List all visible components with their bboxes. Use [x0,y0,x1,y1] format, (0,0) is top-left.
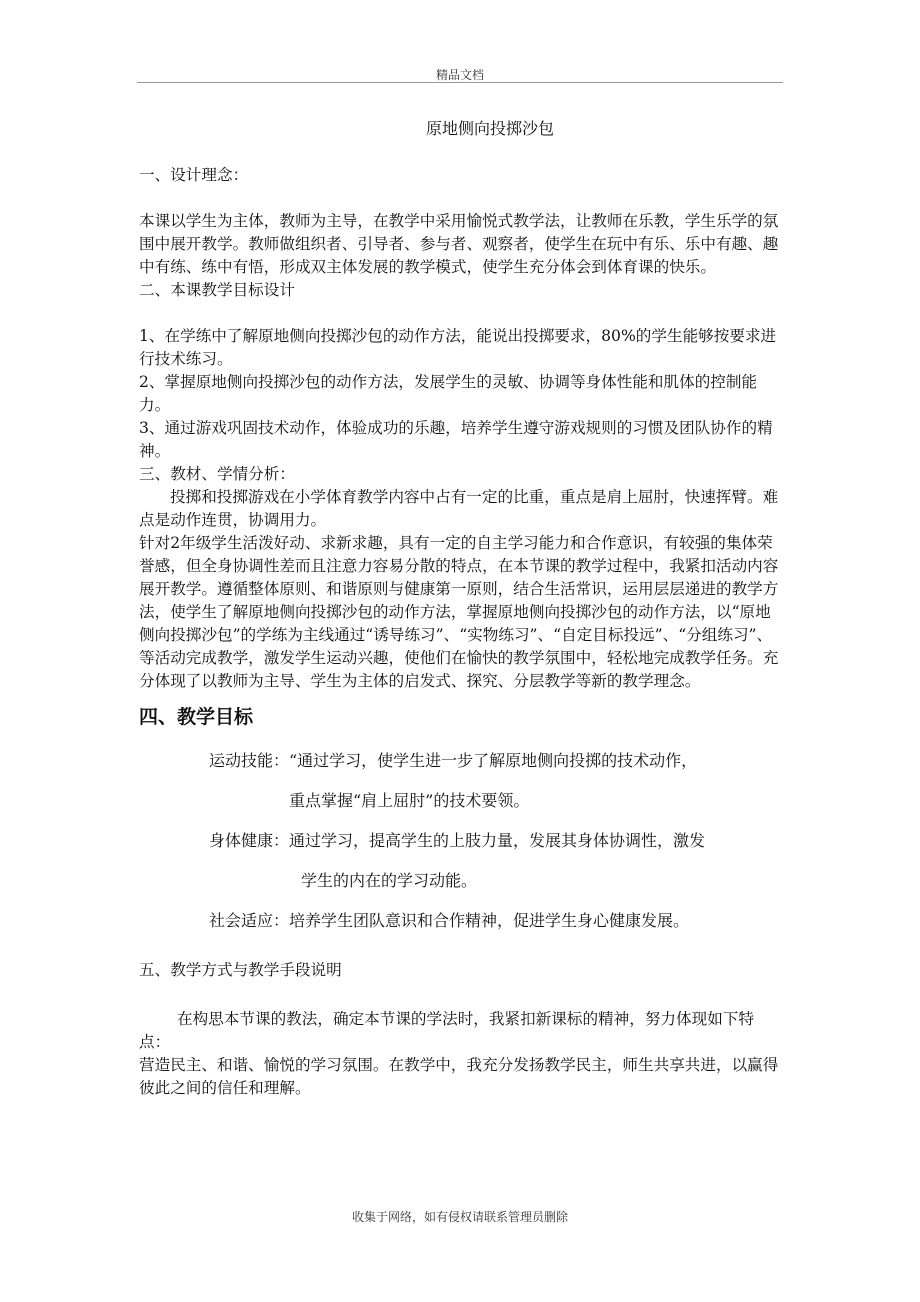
section-4-heading: 四、教学目标 [139,706,254,728]
section-3-heading: 三、教材、学情分析： [139,465,295,483]
document-title: 原地侧向投掷沙包 [425,119,554,138]
section-2-item-3: 3、通过游戏巩固技术动作，体验成功的乐趣，培养学生遵守游戏规则的习惯及团队协作的精神。 [139,419,773,460]
goal-text-continued: 重点掌握“肩上屈肘”的技术要领。 [289,791,530,810]
goal-text-continued: 学生的内在的学习动能。 [301,871,478,890]
page-header: 精品文档 [435,68,484,82]
header-divider [137,82,783,83]
section-2-heading: 二、本课教学目标设计 [139,281,295,299]
goal-text: 通过学习，提高学生的上肢力量，发展其身体协调性，激发 [289,831,706,850]
section-1-paragraph: 本课以学生为主体，教师为主导，在教学中采用愉悦式教学法，让教师在乐教，学生乐学的氛围中展开教学。教师做组织者、引导者、参与者、观察者，使学生在玩中有乐、乐中有趣、趣中有练、练中有悟，形成双主体发展的教学模式，使学生充分体会到体育课的快乐。 [139,212,779,276]
section-1-heading: 一、设计理念： [139,166,249,184]
goal-label: 运动技能： [208,751,289,770]
goal-social-adaptation [139,901,781,941]
document-body [139,160,781,1100]
goal-label: 身体健康： [208,831,289,850]
section-3-paragraph-2: 针对2年级学生活泼好动、求新求趣，具有一定的自主学习能力和合作意识，有较强的集体荣誉感，但全身协调性差而且注意力容易分散的特点，在本节课的教学过程中，我紧扣活动内容展开教学。遵循整体原则、和谐原则与健康第一原则，结合生活常识，运用层层递进的教学方法，使学生了解原地侧向投掷沙包的动作方法，掌握原地侧向投掷沙包的动作方法，以“原地侧向投掷沙包”的学练为主线通过“诱导练习”、“实物练习”、“自定目标投远”、“分组练习”、等活动完成教学，激发学生运动兴趣，使他们在愉快的教学氛围中，轻松地完成教学任务。充分体现了以教师为主导、学生为主体的启发式、探究、分层教学等新的教学理念。 [139,534,779,690]
goal-label: 社会适应： [208,911,289,930]
section-2-item-2: 2、掌握原地侧向投掷沙包的动作方法，发展学生的灵敏、协调等身体性能和肌体的控制能力。 [139,373,758,414]
goal-text: “通过学习，使学生进一步了解原地侧向投掷的技术动作， [289,751,698,770]
section-3-paragraph-1: 投掷和投掷游戏在小学体育教学内容中占有一定的比重，重点是肩上屈肘，快速挥臂。难点是动作连贯，协调用力。 [139,488,779,529]
section-5-heading: 五、教学方式与教学手段说明 [139,961,342,979]
page-footer: 收集于网络，如有侵权请联系管理员删除 [351,1210,568,1224]
goal-physical-health [139,821,781,861]
goal-motor-skills [139,741,781,781]
section-5-paragraph-1: 在构思本节课的教法，确定本节课的学法时，我紧扣新课标的精神，努力体现如下特点： [139,1010,754,1051]
goal-text: 培养学生团队意识和合作精神，促进学生身心健康发展。 [289,911,690,930]
section-2-item-1: 1、在学练中了解原地侧向投掷沙包的动作方法，能说出投掷要求，80%的学生能够按要求进行技术练习。 [139,327,777,368]
section-5-paragraph-2: 营造民主、和谐、愉悦的学习氛围。在教学中，我充分发扬教学民主，师生共享共进，以赢得彼此之间的信任和理解。 [139,1056,779,1097]
